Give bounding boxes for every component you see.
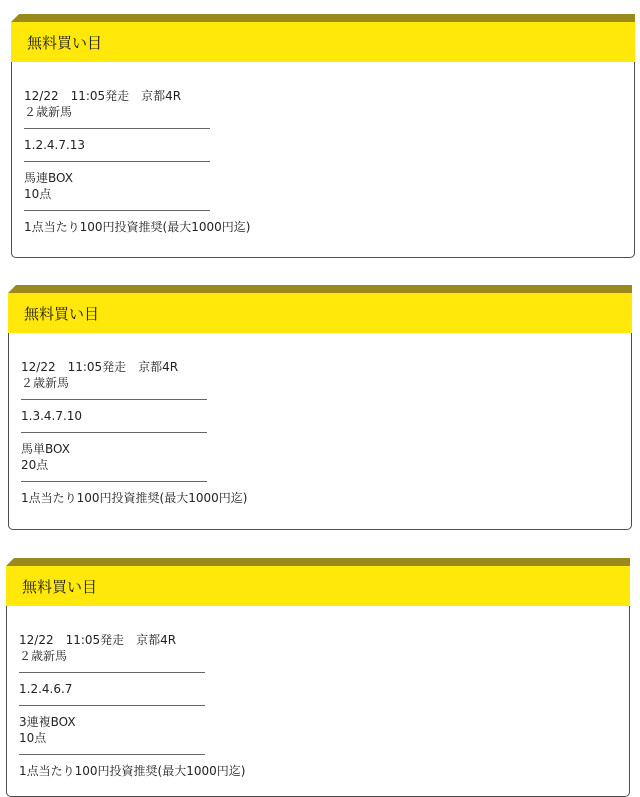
card-title: 無料買い目 bbox=[22, 577, 98, 596]
divider bbox=[24, 210, 210, 211]
investment-note: 1点当たり100円投資推奨(最大1000円迄) bbox=[21, 491, 248, 505]
divider bbox=[24, 161, 210, 162]
header-bevel bbox=[6, 558, 630, 566]
horse-numbers: 1.3.4.7.10 bbox=[21, 409, 83, 423]
divider bbox=[21, 432, 207, 433]
investment-note: 1点当たり100円投資推奨(最大1000円迄) bbox=[24, 220, 251, 234]
horse-numbers: 1.2.4.6.7 bbox=[19, 682, 73, 696]
race-class: ２歳新馬 bbox=[19, 649, 68, 663]
header-bevel bbox=[11, 14, 635, 22]
card-body bbox=[11, 62, 635, 258]
card-header bbox=[6, 566, 630, 606]
bet-points: 20点 bbox=[21, 458, 49, 472]
race-info: 12/22 11:05発走 京都4R bbox=[24, 89, 182, 103]
race-class: ２歳新馬 bbox=[24, 105, 73, 119]
divider bbox=[19, 754, 205, 755]
card-title: 無料買い目 bbox=[24, 304, 100, 323]
bet-points: 10点 bbox=[24, 187, 52, 201]
divider bbox=[19, 705, 205, 706]
race-info: 12/22 11:05発走 京都4R bbox=[21, 360, 179, 374]
horse-numbers: 1.2.4.7.13 bbox=[24, 138, 86, 152]
card-header bbox=[11, 22, 635, 62]
header-bevel bbox=[8, 285, 632, 293]
investment-note: 1点当たり100円投資推奨(最大1000円迄) bbox=[19, 764, 246, 778]
divider bbox=[21, 481, 207, 482]
race-class: ２歳新馬 bbox=[21, 376, 70, 390]
divider bbox=[19, 672, 205, 673]
card-header bbox=[8, 293, 632, 333]
card-title: 無料買い目 bbox=[27, 33, 103, 52]
bet-type: 馬単BOX bbox=[21, 442, 70, 456]
bet-points: 10点 bbox=[19, 731, 47, 745]
bet-type: 3連複BOX bbox=[19, 715, 76, 729]
card-body bbox=[8, 333, 632, 530]
divider bbox=[24, 128, 210, 129]
race-info: 12/22 11:05発走 京都4R bbox=[19, 633, 177, 647]
card-body bbox=[6, 606, 630, 797]
bet-type: 馬連BOX bbox=[24, 171, 73, 185]
divider bbox=[21, 399, 207, 400]
